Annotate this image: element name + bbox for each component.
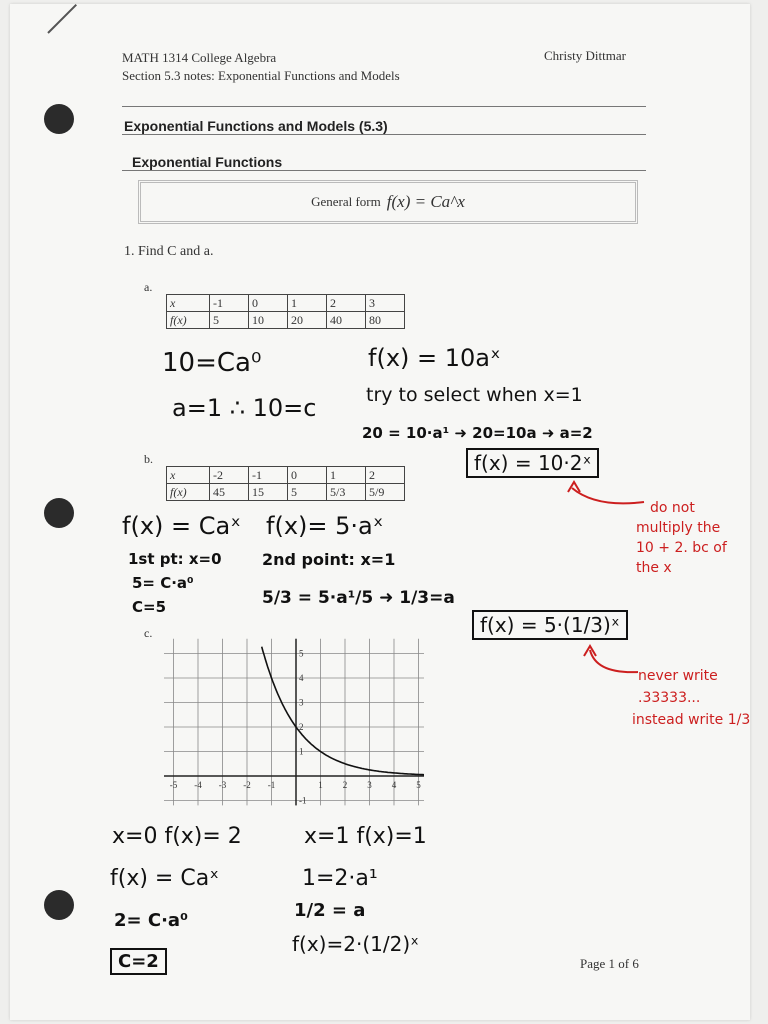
divider	[122, 106, 646, 107]
handwritten-work: 1st pt: x=0	[128, 550, 222, 568]
table-b	[166, 466, 405, 501]
binder-hole	[44, 498, 74, 528]
handwritten-work: try to select when x=1	[366, 384, 583, 406]
y-tick-label: 3	[299, 697, 304, 708]
handwritten-work: 1=2·a¹	[302, 866, 378, 891]
table-cell: 10	[249, 312, 288, 329]
y-tick-label: 1	[299, 746, 304, 757]
divider	[122, 134, 646, 135]
table-row	[167, 467, 405, 484]
y-tick-label: 5	[299, 648, 304, 659]
table-cell: -1	[249, 467, 288, 484]
x-tick-label: 5	[416, 780, 421, 790]
divider	[122, 170, 646, 171]
handwritten-work: 1/2 = a	[294, 900, 366, 921]
table-cell: 0	[249, 295, 288, 312]
table-cell: 5/3	[327, 484, 366, 501]
function-curve	[262, 647, 424, 775]
part-b-label: b.	[144, 452, 153, 466]
handwritten-work: x=1 f(x)=1	[304, 824, 427, 849]
handwritten-work: 5/3 = 5·a¹/5 ➜ 1/3=a	[262, 588, 455, 608]
y-tick-label: 2	[299, 722, 304, 732]
note-line: 10 + 2. bc of	[636, 540, 727, 556]
author-name: Christy Dittmar	[544, 48, 626, 63]
note-line: never write	[638, 668, 718, 684]
x-tick-label: 2	[342, 780, 348, 790]
table-cell: 0	[288, 467, 327, 484]
table-cell: f(x)	[167, 312, 210, 329]
handwritten-work: f(x)= 5·aˣ	[266, 512, 384, 540]
x-tick-label: -5	[169, 780, 178, 790]
table-cell: 2	[366, 467, 405, 484]
handwritten-work: 2= C·a⁰	[114, 910, 188, 931]
table-cell: 20	[288, 312, 327, 329]
handwritten-work: f(x) = 10aˣ	[368, 344, 501, 372]
handwritten-work: f(x)=2·(1/2)ˣ	[292, 932, 419, 956]
table-row	[167, 484, 405, 501]
table-cell: -2	[210, 467, 249, 484]
table-cell: 1	[288, 295, 327, 312]
main-heading: Exponential Functions and Models (5.3)	[124, 118, 388, 134]
table-cell: x	[167, 295, 210, 312]
table-cell: 15	[249, 484, 288, 501]
x-tick-label: -4	[194, 780, 202, 790]
table-cell: 5	[288, 484, 327, 501]
x-tick-label: -2	[243, 780, 251, 790]
x-tick-label: 4	[391, 780, 397, 790]
general-form-formula: f(x) = Ca^x	[386, 192, 465, 211]
y-tick-label: -1	[299, 795, 307, 806]
table-cell: f(x)	[167, 484, 210, 501]
table-cell: 5	[210, 312, 249, 329]
table-cell: 1	[327, 467, 366, 484]
page-number: Page 1 of 6	[580, 956, 639, 971]
pen-mark	[47, 4, 77, 34]
handwritten-work: 5= C·a⁰	[132, 574, 194, 592]
note-line: instead write 1/3	[632, 712, 751, 728]
handwritten-work: a=1 ∴ 10=c	[172, 394, 317, 422]
part-c-answer: C=2	[110, 948, 167, 975]
note-line: multiply the	[636, 520, 721, 536]
table-cell: 45	[210, 484, 249, 501]
table-row	[167, 312, 405, 329]
y-tick-label: 4	[299, 673, 304, 683]
x-tick-label: -3	[218, 780, 227, 790]
general-form-label: General form	[311, 194, 381, 209]
question-1: 1. Find C and a.	[124, 244, 214, 259]
binder-hole	[44, 104, 74, 134]
exponential-graph	[164, 636, 424, 806]
note-line: the x	[636, 560, 672, 576]
part-c-label: c.	[144, 626, 153, 640]
note-line: do not	[650, 500, 695, 516]
table-cell: 40	[327, 312, 366, 329]
course-title: MATH 1314 College Algebra	[122, 50, 277, 65]
table-row	[167, 295, 405, 312]
table-cell: 3	[366, 295, 405, 312]
arrow-annotation	[566, 480, 656, 510]
part-a-label: a.	[144, 280, 153, 294]
arrow-annotation	[582, 644, 642, 674]
general-form-box	[138, 180, 638, 224]
handwritten-work: 2nd point: x=1	[262, 550, 396, 569]
handwritten-work: 20 = 10·a¹ ➜ 20=10a ➜ a=2	[362, 424, 593, 442]
binder-hole	[44, 890, 74, 920]
table-cell: -1	[210, 295, 249, 312]
table-a	[166, 294, 405, 329]
x-tick-label: 3	[367, 780, 372, 790]
table-cell: 2	[327, 295, 366, 312]
sub-heading: Exponential Functions	[132, 154, 283, 170]
part-a-answer: f(x) = 10·2ˣ	[466, 448, 599, 478]
table-cell: 80	[366, 312, 405, 329]
handwritten-work: x=0 f(x)= 2	[112, 824, 242, 849]
notes-page	[10, 4, 750, 1020]
section-title: Section 5.3 notes: Exponential Functions and Models	[122, 68, 400, 83]
note-line: .33333...	[638, 690, 701, 706]
handwritten-work: C=5	[132, 598, 167, 616]
handwritten-work: f(x) = Caˣ	[122, 512, 241, 540]
part-b-answer: f(x) = 5·(1/3)ˣ	[472, 610, 628, 640]
x-tick-label: 1	[318, 780, 323, 790]
handwritten-work: 10=Ca⁰	[162, 348, 262, 378]
table-cell: 5/9	[366, 484, 405, 501]
handwritten-work: f(x) = Caˣ	[110, 866, 219, 891]
x-tick-label: -1	[267, 780, 276, 790]
table-cell: x	[167, 467, 210, 484]
